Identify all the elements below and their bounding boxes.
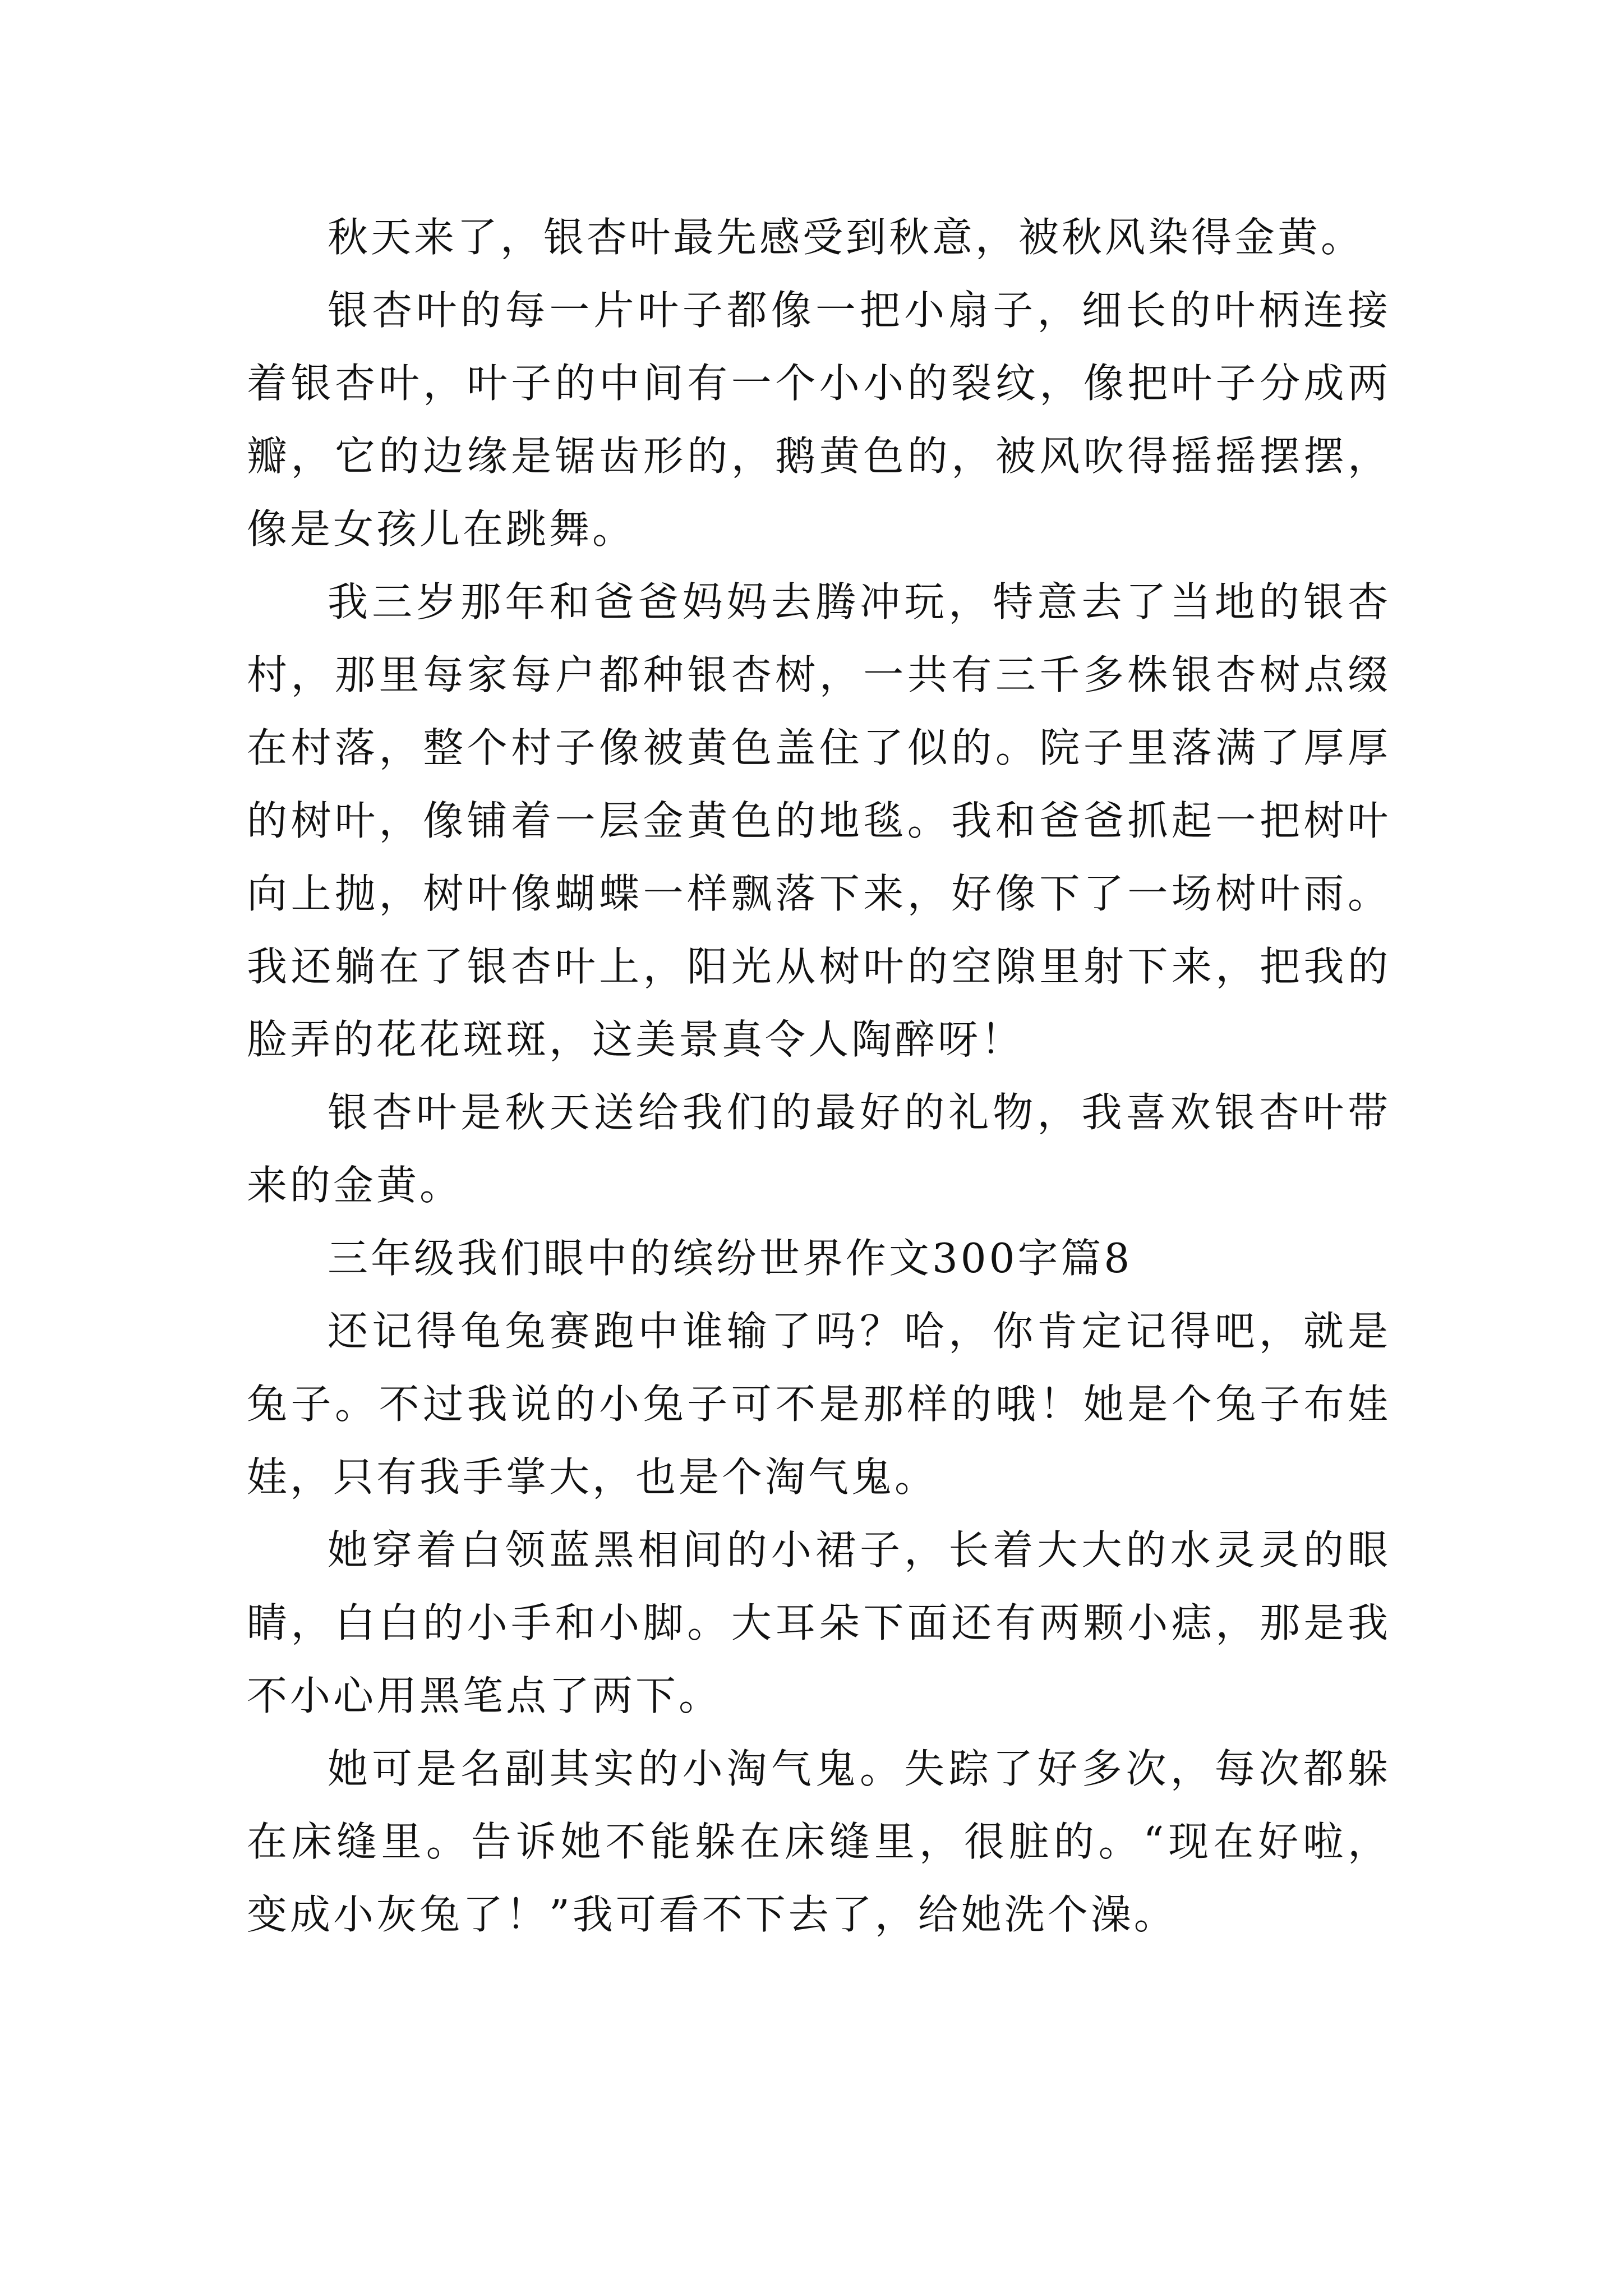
paragraph: 还记得龟兔赛跑中谁输了吗？哈，你肯定记得吧，就是兔子。不过我说的小兔子可不是那样的哦！她是个兔子布娃娃，只有我手掌大，也是个淘气鬼。 [247,1308,1391,1501]
paragraph: 她穿着白领蓝黑相间的小裙子，长着大大的水灵灵的眼睛，白白的小手和小脚。大耳朵下面还有两颗小痣，那是我不小心用黑笔点了两下。 [247,1526,1391,1719]
paragraph: 我三岁那年和爸爸妈妈去腾冲玩，特意去了当地的银杏村，那里每家每户都种银杏树，一共有三千多株银杏树点缀在村落，整个村子像被黄色盖住了似的。院子里落满了厚厚的树叶，像铺着一层金黄色的地毯。我和爸爸抓起一把树叶向上抛，树叶像蝴蝶一样飘落下来，好像下了一场树叶雨。我还躺在了银杏叶上，阳光从树叶的空隙里射下来，把我的脸弄的花花斑斑，这美景真令人陶醉呀！ [247,578,1391,1063]
paragraph: 秋天来了，银杏叶最先感受到秋意，被秋风染得金黄。 [328,214,1364,261]
paragraph: 她可是名副其实的小淘气鬼。失踪了好多次，每次都躲在床缝里。告诉她不能躲在床缝里，很脏的。“现在好啦，变成小灰兔了！”我可看不下去了，给她洗个澡。 [247,1745,1391,1938]
section-heading: 三年级我们眼中的缤纷世界作文300字篇8 [328,1235,1133,1282]
paragraph: 银杏叶的每一片叶子都像一把小扇子，细长的叶柄连接着银杏叶，叶子的中间有一个小小的裂纹，像把叶子分成两瓣，它的边缘是锯齿形的，鹅黄色的，被风吹得摇摇摆摆，像是女孩儿在跳舞。 [247,287,1391,553]
paragraph: 银杏叶是秋天送给我们的最好的礼物，我喜欢银杏叶带来的金黄。 [247,1089,1391,1209]
document-body [247,201,1391,1951]
